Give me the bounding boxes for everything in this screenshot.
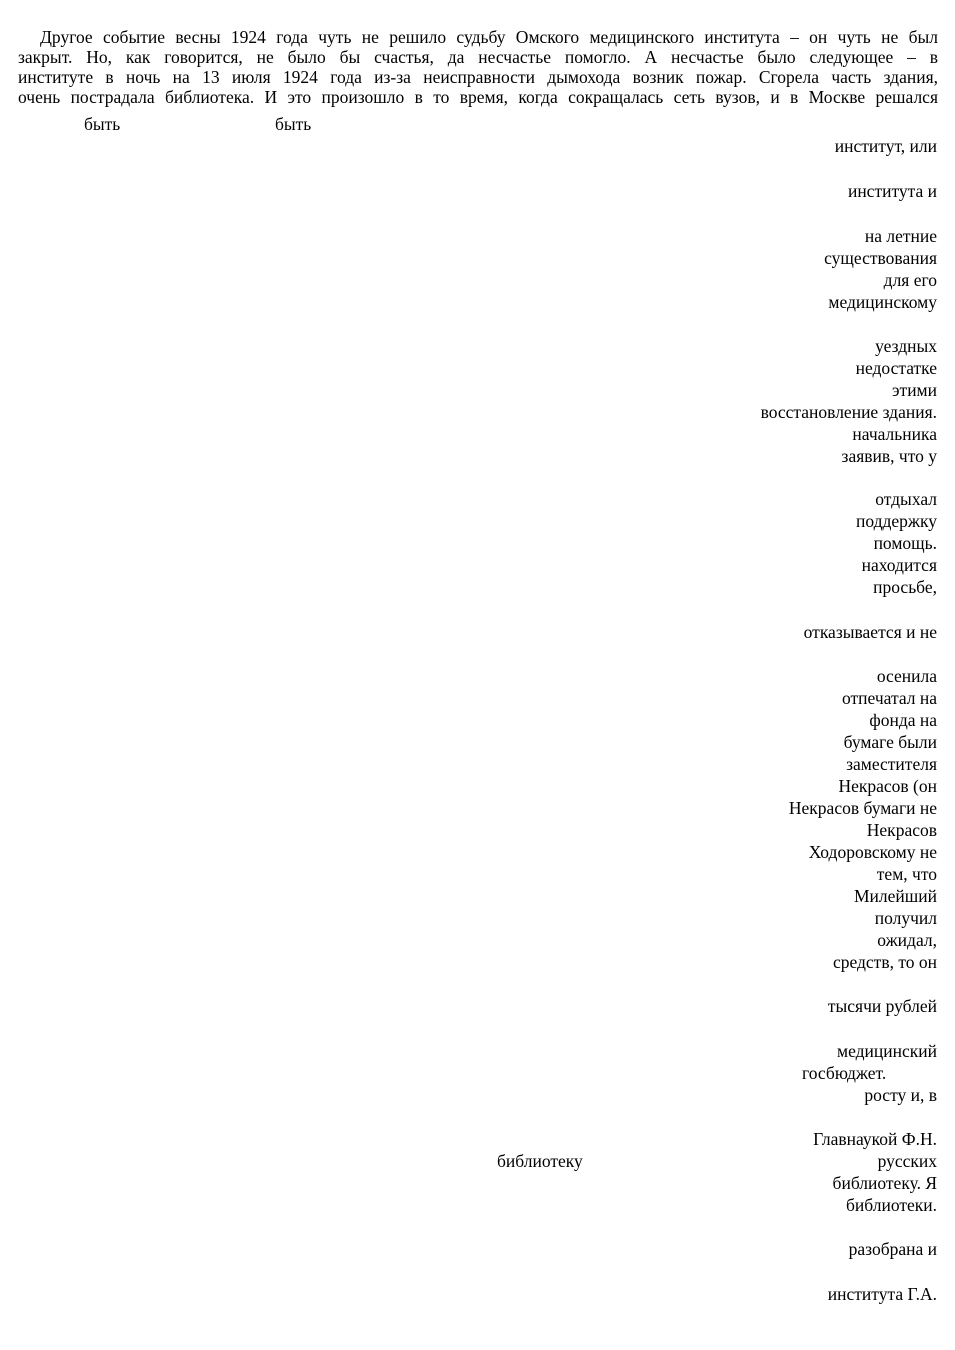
text-fragment: Милейший [854,886,937,906]
paragraph-line: Другое событие весны 1924 года чуть не решило судьбу Омского медицинского института – он чуть не был [40,27,938,47]
paragraph-line: институте в ночь на 13 июля 1924 года из-за неисправности дымохода возник пожар. Сгорела часть здания, [18,67,938,87]
text-fragment: отпечатал на [841,688,937,708]
text-fragment: уездных [875,336,937,356]
text-fragment: осенила [876,666,937,686]
text-fragment: библиотеки. [845,1195,937,1215]
text-fragment: госбюджет. [802,1063,887,1083]
text-fragment: находится [861,555,937,575]
text-fragment: тысячи рублей [827,996,937,1016]
text-fragment: русских [877,1151,937,1171]
text-fragment: на летние [864,226,937,246]
text-fragment: росту и, в [864,1085,937,1105]
text-fragment: этими [892,380,937,400]
text-fragment: заместителя [846,754,937,774]
text-fragment: разобрана и [848,1239,937,1259]
text-fragment: библиотеку [497,1151,583,1171]
paragraph-line: очень пострадала библиотека. И это произошло в то время, когда сокращалась сеть вузов, и в Москве решался [18,87,938,107]
text-fragment: институт, или [834,136,937,156]
text-fragment: Главнаукой Ф.Н. [813,1129,937,1149]
text-fragment: быть [275,114,312,134]
text-fragment: ожидал, [877,930,937,950]
text-fragment: медицинскому [828,292,937,312]
text-fragment: Некрасов (он [838,776,937,796]
text-fragment: отказывается и не [803,622,937,642]
text-fragment: восстановление здания. [760,402,937,422]
paragraph-line: закрыт. Но, как говорится, не было бы счастья, да несчастье помогло. А несчастье было следующее – в [18,47,938,67]
text-fragment: просьбе, [873,577,937,597]
text-fragment: получил [874,908,937,928]
text-fragment: института Г.А. [827,1284,937,1304]
text-fragment: медицинский [837,1041,937,1061]
text-fragment: поддержку [855,511,937,531]
text-fragment: помощь. [873,533,937,553]
text-fragment: института и [847,181,937,201]
text-fragment: Ходоровскому не [808,842,937,862]
text-fragment: фонда на [869,710,937,730]
text-fragment: заявив, что у [841,446,937,466]
text-fragment: Некрасов [866,820,937,840]
text-fragment: отдыхал [875,489,937,509]
text-fragment: тем, что [876,864,937,884]
text-fragment: для его [883,270,937,290]
text-fragment: Некрасов бумаги не [788,798,937,818]
text-fragment: средств, то он [832,952,937,972]
text-fragment: быть [84,114,121,134]
text-fragment: существования [824,248,937,268]
opening-paragraph [18,27,938,107]
text-fragment: начальника [852,424,937,444]
text-fragment: библиотеку. Я [832,1173,937,1193]
text-fragment: недостатке [855,358,937,378]
text-fragment: бумаге были [843,732,937,752]
